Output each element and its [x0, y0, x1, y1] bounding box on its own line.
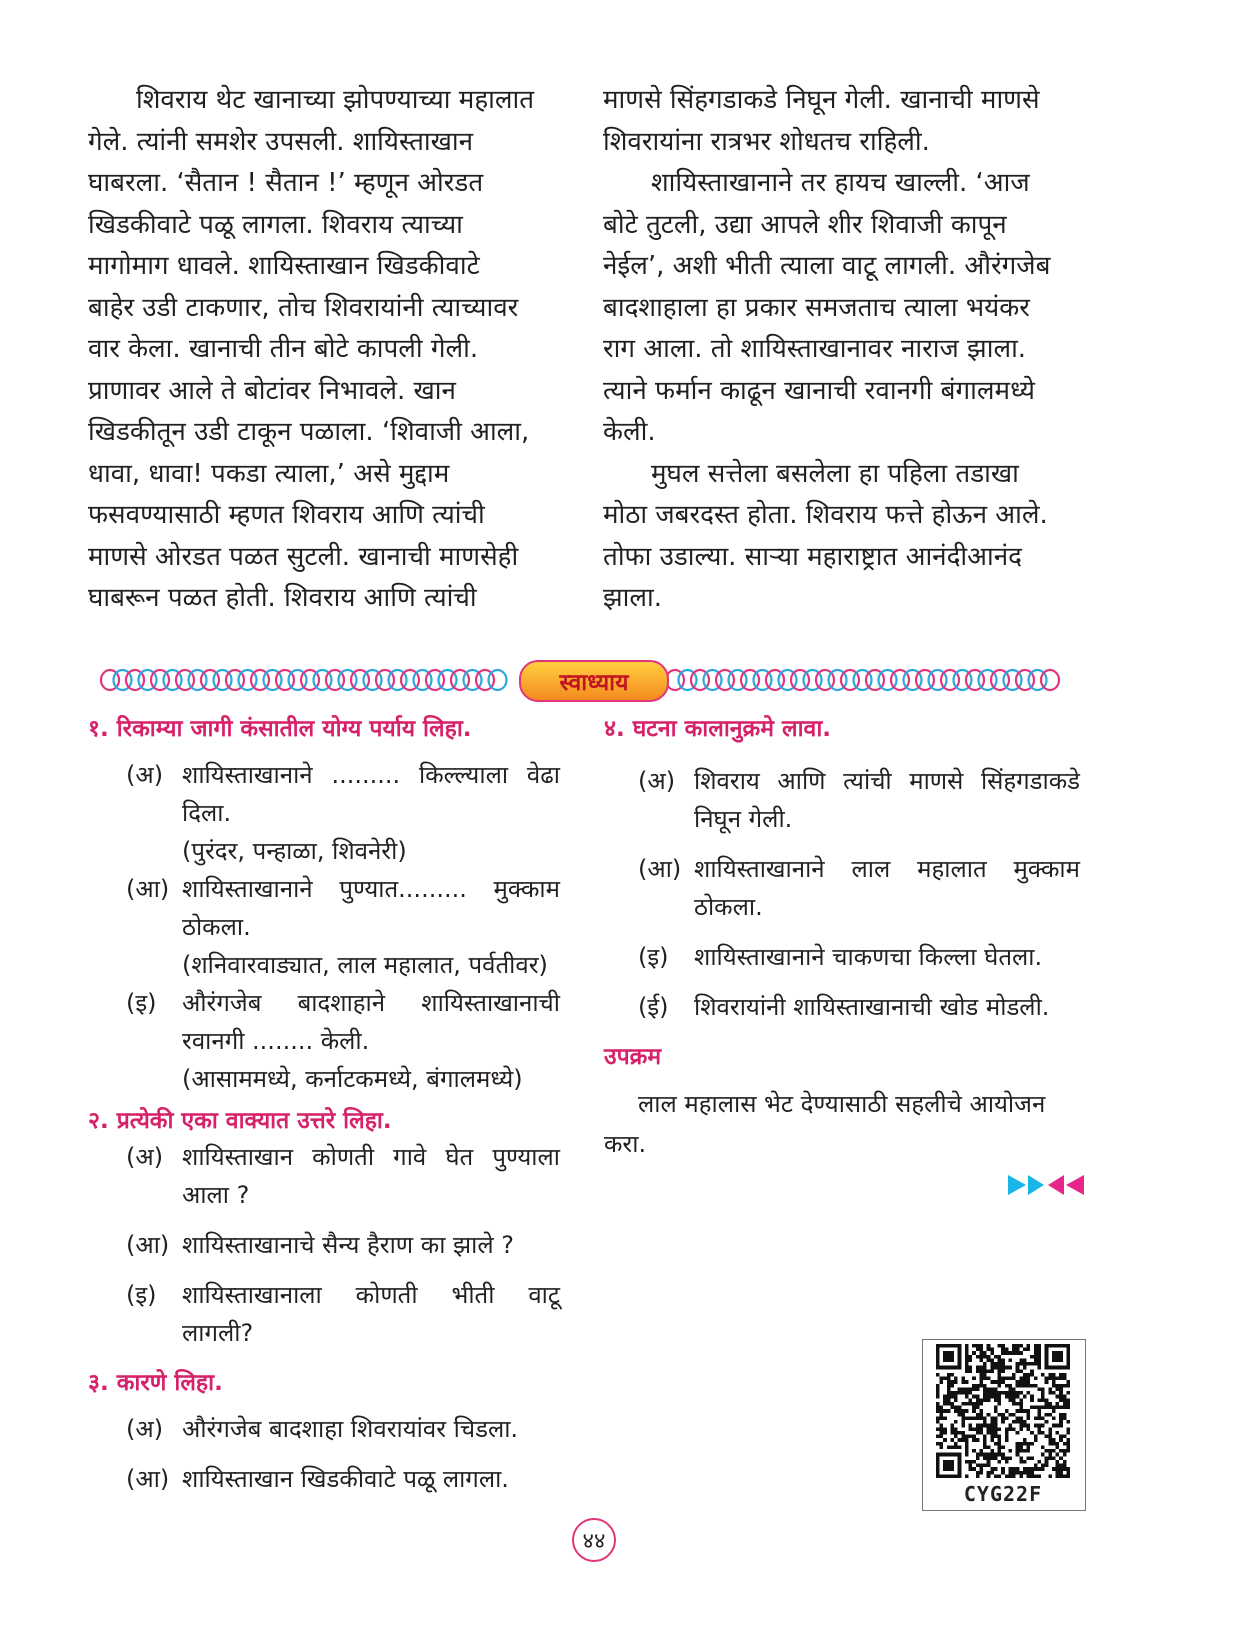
text-line: नेईल’, अशी भीती त्याला वाटू लागली. औरंगजेब: [603, 251, 1051, 281]
item-marker: (इ): [126, 1281, 157, 1309]
q2-item: [126, 1226, 560, 1264]
q4-heading: ४. घटना कालानुक्रमे लावा.: [604, 716, 832, 742]
item-text: शिवरायांनी शायिस्ताखानाची खोड मोडली.: [694, 993, 1050, 1021]
item-marker: (आ): [126, 875, 170, 903]
text-line: बाहेर उडी टाकणार, तोच शिवरायांनी त्याच्यावर: [88, 292, 519, 323]
text-line: मुघल सत्तेला बसलेला हा पहिला तडाखा: [651, 458, 1019, 489]
text-line: केली.: [603, 417, 656, 447]
q3-heading: ३. कारणे लिहा.: [88, 1370, 223, 1396]
item-marker: (ई): [638, 993, 669, 1021]
q3-items: [88, 1410, 560, 1498]
text-line: मागोमाग धावले. शायिस्ताखान खिडकीवाटे: [88, 251, 480, 281]
item-text: शायिस्ताखानाने ......... किल्ल्याला वेढा दिला.: [182, 761, 560, 827]
text-line: करा.: [604, 1130, 647, 1158]
q1-options: (पुरंदर, पन्हाळा, शिवनेरी): [182, 837, 407, 865]
banner-ring: [489, 670, 507, 690]
text-line: राग आला. तो शायिस्ताखानावर नाराज झाला.: [603, 334, 1027, 364]
text-line: माणसे ओरडत पळत सुटली. खानाची माणसेही: [88, 541, 519, 572]
item-text: शायिस्ताखान कोणती गावे घेत पुण्याला आला ?: [182, 1143, 560, 1209]
q3-item: [126, 1460, 560, 1498]
item-text: शायिस्ताखान खिडकीवाटे पळू लागला.: [182, 1465, 509, 1493]
qr-code-icon[interactable]: [929, 1344, 1077, 1478]
q2-items: [88, 1138, 560, 1352]
right-paragraph-1: [603, 80, 1080, 163]
qr-caption: CYG22F: [963, 1482, 1043, 1506]
item-marker: (इ): [126, 989, 157, 1017]
activity-heading: उपक्रम: [604, 1044, 662, 1070]
text-line: माणसे सिंहगडाकडे निघून गेली. खानाची माणसे: [603, 85, 1040, 115]
q1-items: [88, 756, 560, 1098]
q4-item: [638, 850, 1080, 926]
q4-item: [638, 988, 1080, 1026]
q4-item: [638, 762, 1080, 838]
q1-item: [126, 870, 560, 946]
text-line: शिवरायांना रात्रभर शोधतच राहिली.: [603, 126, 930, 157]
swadhyay-banner-label: स्वाध्याय: [519, 660, 669, 702]
left-column-text: [88, 80, 558, 620]
text-line: बोटे तुटली, उद्या आपले शीर शिवाजी कापून: [603, 209, 1007, 240]
text-line: खिडकीतून उडी टाकून पळाला. ‘शिवाजी आला,: [88, 417, 530, 447]
q1-options: (शनिवारवाड्यात, लाल महालात, पर्वतीवर): [182, 951, 548, 979]
item-text: शायिस्ताखानाने चाकणचा किल्ला घेतला.: [694, 943, 1043, 971]
q2-item: [126, 1138, 560, 1214]
q1-options: (आसाममध्ये, कर्नाटकमध्ये, बंगालमध्ये): [182, 1065, 523, 1093]
text-line: तोफा उडाल्या. साऱ्या महाराष्ट्रात आनंदीआनंद: [603, 541, 1022, 572]
text-line: बादशाहाला हा प्रकार समजताच त्याला भयंकर: [603, 292, 1030, 323]
q1-item: [126, 984, 560, 1060]
q3-item: [126, 1410, 560, 1448]
right-column-text: [603, 80, 1080, 620]
q2-heading: २. प्रत्येकी एका वाक्यात उत्तरे लिहा.: [88, 1108, 392, 1134]
page-number: ४४: [572, 1518, 616, 1562]
item-text: औरंगजेब बादशाहा शिवरायांवर चिडला.: [182, 1415, 519, 1443]
text-line: गेले. त्यांनी समशेर उपसली. शायिस्ताखान: [88, 126, 474, 157]
right-paragraph-2: [603, 163, 1080, 454]
text-line: त्याने फर्मान काढून खानाची रवानगी बंगालमध्ये: [603, 375, 1035, 406]
exercise-left-column: [88, 712, 560, 1498]
text-line: मोठा जबरदस्त होता. शिवराय फत्ते होऊन आले.: [603, 500, 1048, 530]
exercise-right-column: [604, 712, 1080, 1164]
item-marker: (अ): [126, 1143, 164, 1171]
left-paragraph: [88, 80, 558, 620]
item-marker: (इ): [638, 943, 669, 971]
text-line: धावा, धावा! पकडा त्याला,’ असे मुद्दाम: [88, 458, 450, 489]
q1-item: [126, 756, 560, 832]
text-line: वार केला. खानाची तीन बोटे कापली गेली.: [88, 334, 479, 364]
banner-ring: [1041, 670, 1059, 690]
item-marker: (आ): [638, 855, 682, 883]
text-line: घाबरला. ‘सैतान ! सैतान !’ म्हणून ओरडत: [88, 168, 484, 198]
activity-text: [604, 1084, 1080, 1164]
q4-item: [638, 938, 1080, 976]
text-line: शायिस्ताखानाने तर हायच खाल्ली. ‘आज: [651, 168, 1030, 198]
text-line: लाल महालास भेट देण्यासाठी सहलीचे आयोजन: [638, 1090, 1046, 1118]
item-marker: (अ): [126, 1415, 164, 1443]
q4-items: [604, 762, 1080, 1026]
item-marker: (आ): [126, 1465, 170, 1493]
ring-chain-left: [101, 670, 507, 690]
text-line: घाबरून पळत होती. शिवराय आणि त्यांची: [88, 583, 477, 613]
item-text: शायिस्ताखानाचे सैन्य हैराण का झाले ?: [182, 1231, 515, 1259]
q2-item: [126, 1276, 560, 1352]
text-line: प्राणावर आले ते बोटांवर निभावले. खान: [88, 375, 456, 406]
item-marker: (आ): [126, 1231, 170, 1259]
item-text: शिवराय आणि त्यांची माणसे सिंहगडाकडे निघून गेली.: [694, 767, 1080, 833]
text-line: शिवराय थेट खानाच्या झोपण्याच्या महालात: [136, 85, 535, 115]
item-marker: (अ): [638, 767, 676, 795]
item-text: शायिस्ताखानाला कोणती भीती वाटू लागली?: [182, 1281, 560, 1347]
ring-chain-right: [666, 670, 1059, 690]
end-ornament: [1008, 1173, 1084, 1197]
item-marker: (अ): [126, 761, 164, 789]
q1-heading: १. रिकाम्या जागी कंसातील योग्य पर्याय लिहा.: [88, 716, 472, 742]
item-text: शायिस्ताखानाने पुण्यात......... मुक्काम ठोकला.: [182, 875, 560, 941]
text-line: फसवण्यासाठी म्हणत शिवराय आणि त्यांची: [88, 500, 485, 530]
item-text: औरंगजेब बादशाहाने शायिस्ताखानाची रवानगी ........ केली.: [182, 989, 560, 1055]
text-line: खिडकीवाटे पळू लागला. शिवराय त्याच्या: [88, 209, 463, 240]
text-line: झाला.: [603, 583, 663, 613]
item-text: शायिस्ताखानाने लाल महालात मुक्काम ठोकला.: [694, 855, 1080, 921]
right-paragraph-3: [603, 454, 1080, 620]
